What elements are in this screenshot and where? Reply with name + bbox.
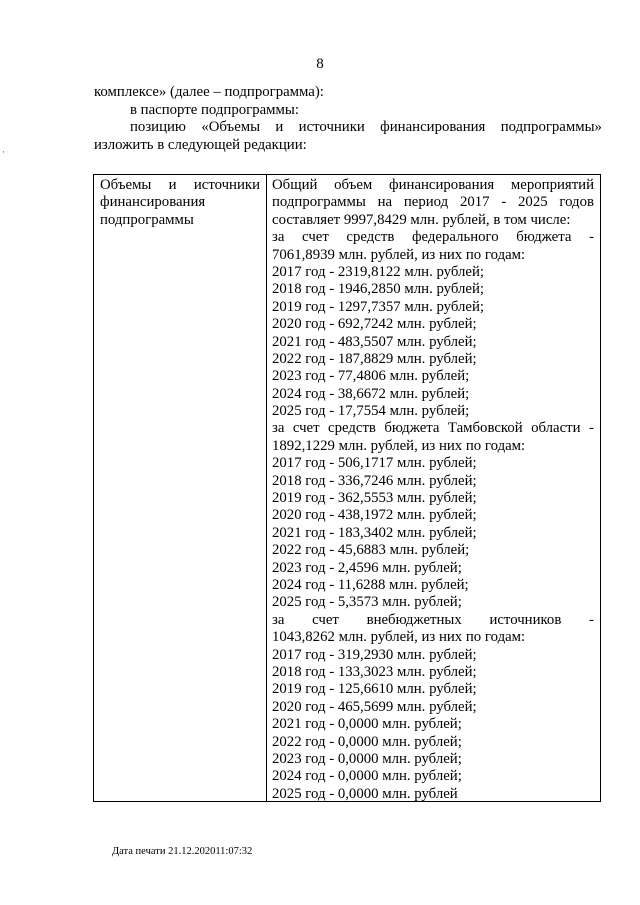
intro-line-3 [94, 119, 602, 137]
extrabudget-year-row: 2018 год - 133,3023 млн. рублей; [272, 663, 477, 680]
word: Тамбовской [447, 420, 523, 437]
intro-word: позицию [130, 119, 186, 135]
extrabudget-year-row: 2020 год - 465,5699 млн. рублей; [272, 698, 477, 715]
table-value-cell [272, 177, 594, 803]
print-date-footer: Дата печати 21.12.202011:07:32 [112, 846, 253, 857]
word: федерального [411, 229, 499, 246]
intro-word: финансирования [380, 119, 486, 135]
table-label-cell [100, 177, 260, 229]
extrabudget-year-row: 2017 год - 319,2930 млн. рублей; [272, 646, 477, 663]
federal-line-1 [272, 229, 594, 246]
intro-word: подпрограммы» [500, 119, 602, 135]
word: счет [312, 611, 339, 628]
regional-year-row: 2025 год - 5,3573 млн. рублей; [272, 594, 462, 611]
extrabudget-year-row: 2023 год - 0,0000 млн. рублей; [272, 750, 462, 767]
intro-word: и [275, 119, 284, 135]
extrabudget-line-2: 1043,8262 млн. рублей, из них по годам: [272, 629, 526, 646]
regional-year-row: 2021 год - 183,3402 млн. рублей; [272, 524, 477, 541]
federal-year-row: 2024 год - 38,6672 млн. рублей; [272, 385, 470, 402]
word: финансирования [389, 177, 495, 193]
federal-year-row: 2020 год - 692,7242 млн. рублей; [272, 316, 477, 333]
intro-word: «Объемы [201, 119, 261, 135]
word: 2017 [459, 194, 490, 211]
word: период [403, 194, 449, 211]
federal-year-row: 2018 год - 1946,2850 млн. рублей; [272, 281, 485, 298]
word: внебюджетных [366, 611, 462, 628]
word: средств [328, 420, 376, 437]
extrabudget-year-row: 2021 год - 0,0000 млн. рублей; [272, 716, 462, 733]
regional-year-row: 2022 год - 45,6883 млн. рублей; [272, 542, 470, 559]
word: бюджета [384, 420, 440, 437]
column-divider [266, 175, 267, 801]
extrabudget-year-row: 2019 год - 125,6610 млн. рублей; [272, 681, 477, 698]
label-line-1 [100, 177, 260, 194]
label-word: Объемы [100, 177, 152, 193]
label-word: источники [193, 177, 260, 193]
word: - [501, 194, 507, 211]
word: 2025 [518, 194, 548, 211]
page-number: 8 [316, 56, 324, 72]
word: объем [334, 177, 373, 193]
funding-table [93, 174, 601, 802]
federal-year-row: 2019 год - 1297,7357 млн. рублей; [272, 298, 485, 315]
regional-line-2: 1892,1229 млн. рублей, из них по годам: [272, 437, 526, 454]
label-word: и [168, 177, 177, 193]
regional-year-row: 2023 год - 2,4596 млн. рублей; [272, 559, 462, 576]
federal-year-row: 2023 год - 77,4806 млн. рублей; [272, 368, 470, 385]
regional-year-row: 2018 год - 336,7246 млн. рублей; [272, 472, 477, 489]
word: - [589, 611, 594, 628]
extrabudget-year-row: 2024 год - 0,0000 млн. рублей; [272, 768, 462, 785]
extrabudget-year-row: 2025 год - 0,0000 млн. рублей [272, 785, 458, 802]
word: - [589, 229, 594, 246]
federal-year-row: 2021 год - 483,5507 млн. рублей; [272, 333, 477, 350]
intro-text [94, 84, 602, 154]
regional-year-row: 2024 год - 11,6288 млн. рублей; [272, 576, 469, 593]
word: Общий [272, 177, 318, 193]
label-line-3: подпрограммы [100, 211, 194, 228]
extrabudget-year-row: 2022 год - 0,0000 млн. рублей; [272, 733, 462, 750]
word: источников [489, 611, 562, 628]
word: - [589, 420, 594, 437]
intro-word: источники [298, 119, 365, 135]
word: счет [292, 420, 320, 437]
intro-line-1: комплексе» (далее – подпрограмма): [94, 84, 324, 100]
regional-year-row: 2019 год - 362,5553 млн. рублей; [272, 490, 477, 507]
extrabudget-line-1 [272, 612, 594, 629]
regional-year-row: 2020 год - 438,1972 млн. рублей; [272, 507, 477, 524]
word: бюджета [516, 229, 572, 246]
federal-year-row: 2022 год - 187,8829 млн. рублей; [272, 350, 477, 367]
regional-line-1 [272, 420, 594, 437]
federal-year-row: 2025 год - 17,7554 млн. рублей; [272, 403, 470, 420]
margin-mark: · [2, 147, 5, 157]
word: за [272, 611, 285, 628]
word: на [377, 194, 393, 211]
word: годов [559, 194, 594, 211]
word: подпрограммы [272, 194, 366, 211]
regional-year-row: 2017 год - 506,1717 млн. рублей; [272, 455, 477, 472]
word: средств [346, 229, 395, 246]
word: счет [302, 229, 329, 246]
label-line-2: финансирования [100, 194, 206, 211]
word: за [272, 229, 285, 246]
word: мероприятий [510, 177, 594, 193]
intro-line-4: изложить в следующей редакции: [94, 136, 307, 153]
total-line-3: составляет 9997,8429 млн. рублей, в том числе: [272, 211, 571, 228]
word: за [272, 420, 285, 437]
federal-year-row: 2017 год - 2319,8122 млн. рублей; [272, 263, 485, 280]
intro-line-2: в паспорте подпрограммы: [130, 101, 299, 118]
federal-line-2: 7061,8939 млн. рублей, из них по годам: [272, 246, 526, 263]
total-line-1 [272, 177, 594, 194]
word: области [531, 420, 581, 437]
total-line-2 [272, 194, 594, 211]
